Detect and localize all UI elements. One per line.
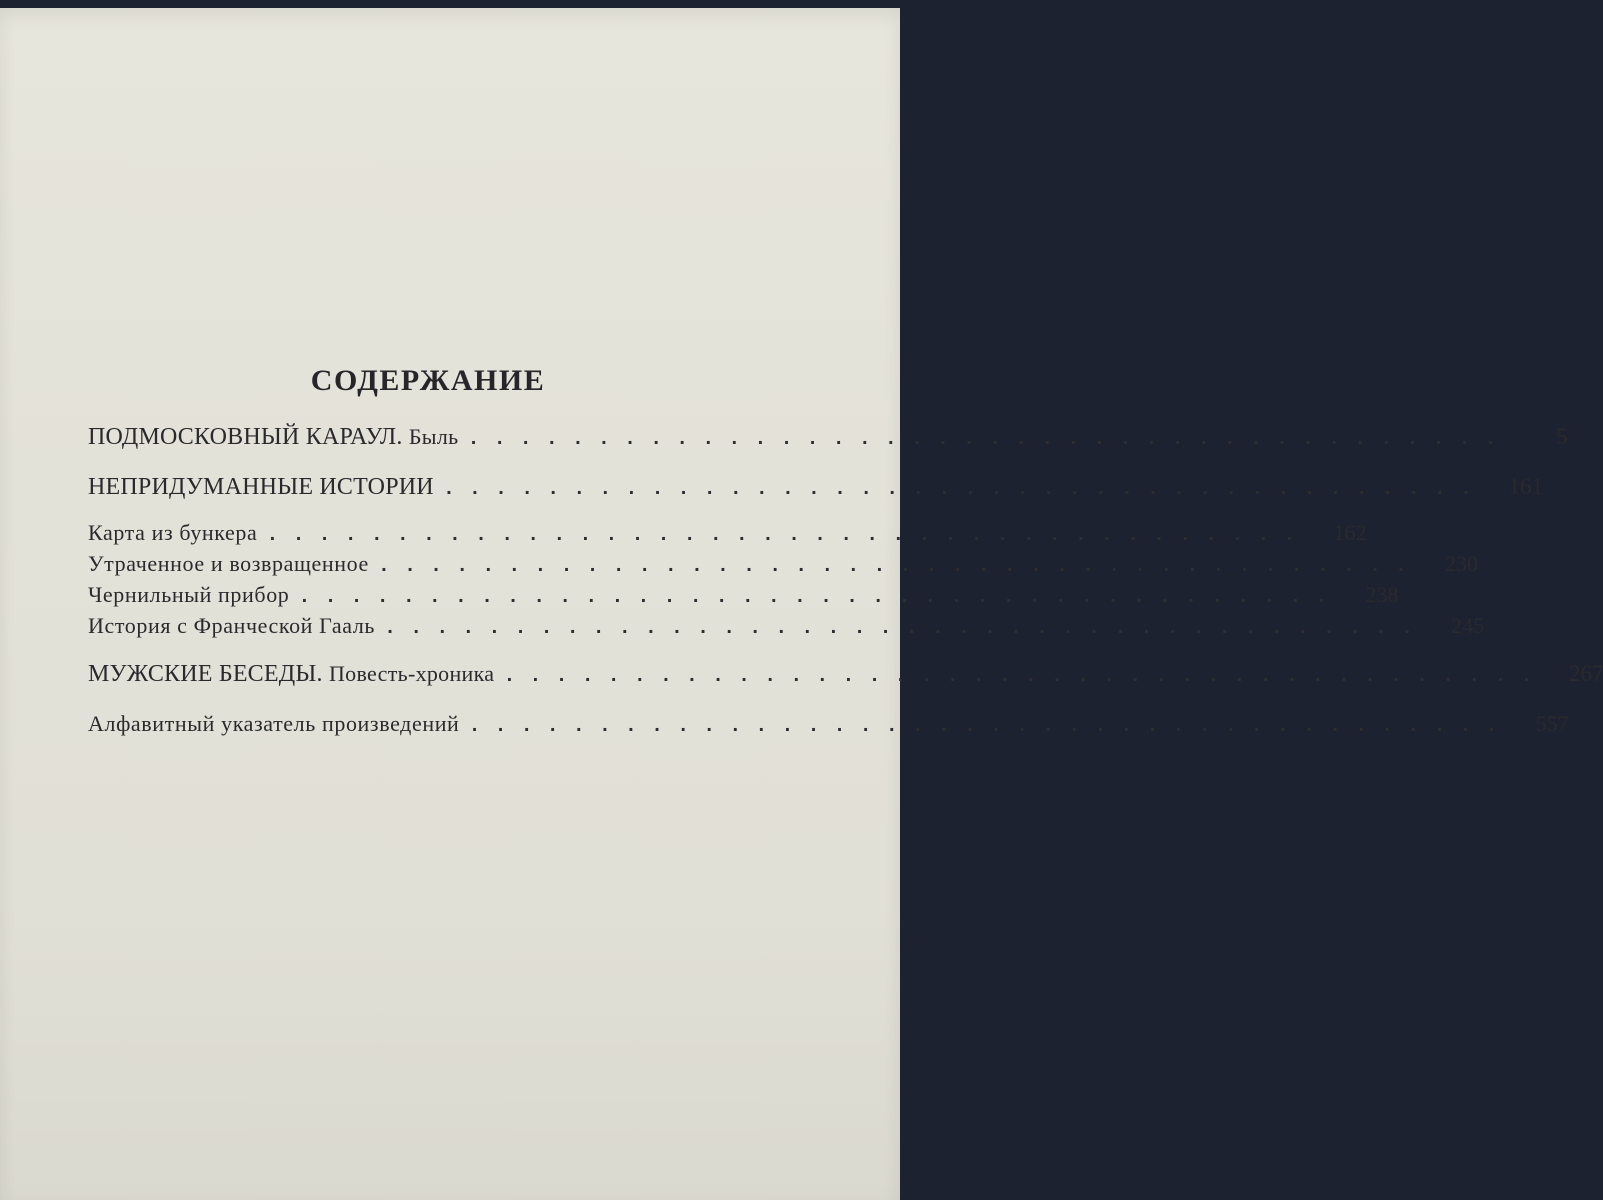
- entry-title: Чернильный прибор: [88, 582, 290, 607]
- dot-leader: ........................................: [301, 587, 1345, 606]
- entry-subtitle: Быль: [408, 424, 459, 449]
- entry-label: [88, 424, 459, 451]
- entry-title: Карта из бункера: [88, 520, 258, 545]
- entry-title: Утраченное и возвращенное: [88, 551, 369, 576]
- dot-leader: ........................................: [380, 556, 1425, 575]
- toc-entry: [88, 551, 1479, 577]
- book-page: [0, 6, 1603, 1200]
- entry-page-number: 161: [1508, 474, 1543, 499]
- entry-title: ПОДМОСКОВНЫЙ КАРАУЛ.: [88, 424, 403, 450]
- toc-entry: [88, 711, 1569, 737]
- toc-entry: [88, 424, 1568, 451]
- dot-leader: ........................................: [506, 666, 1550, 685]
- entry-page-number: 162: [1333, 520, 1367, 545]
- dot-leader: ........................................: [387, 618, 1431, 637]
- entry-subtitle: Повесть-хроника: [328, 661, 495, 686]
- book-cover-edge: [0, 0, 900, 8]
- dot-leader: ........................................: [269, 525, 1313, 544]
- toc-entry: [88, 661, 1603, 688]
- entry-title: НЕПРИДУМАННЫЕ ИСТОРИИ: [88, 474, 434, 500]
- dot-leader: ........................................: [471, 716, 1515, 735]
- toc-entry: [88, 520, 1367, 546]
- toc-entry: [88, 474, 1543, 501]
- entry-page-number: 267: [1568, 661, 1603, 686]
- toc-entry: [88, 582, 1399, 608]
- entry-page-number: 557: [1535, 711, 1569, 736]
- entry-page-number: 238: [1365, 582, 1399, 607]
- page-title: СОДЕРЖАНИЕ: [310, 364, 546, 397]
- entry-page-number: 5: [1556, 424, 1568, 449]
- dot-leader: ........................................: [470, 429, 1514, 448]
- entry-title: МУЖСКИЕ БЕСЕДЫ.: [88, 661, 323, 687]
- entry-title: История с Франческой Гааль: [88, 613, 376, 638]
- entry-label: [88, 474, 434, 501]
- entry-label: [88, 661, 494, 688]
- entry-page-number: 230: [1445, 551, 1479, 576]
- entry-page-number: 245: [1451, 613, 1485, 638]
- dot-leader: ........................................: [445, 479, 1489, 498]
- entry-title: Алфавитный указатель произведений: [88, 711, 460, 736]
- toc-entry: [88, 613, 1485, 639]
